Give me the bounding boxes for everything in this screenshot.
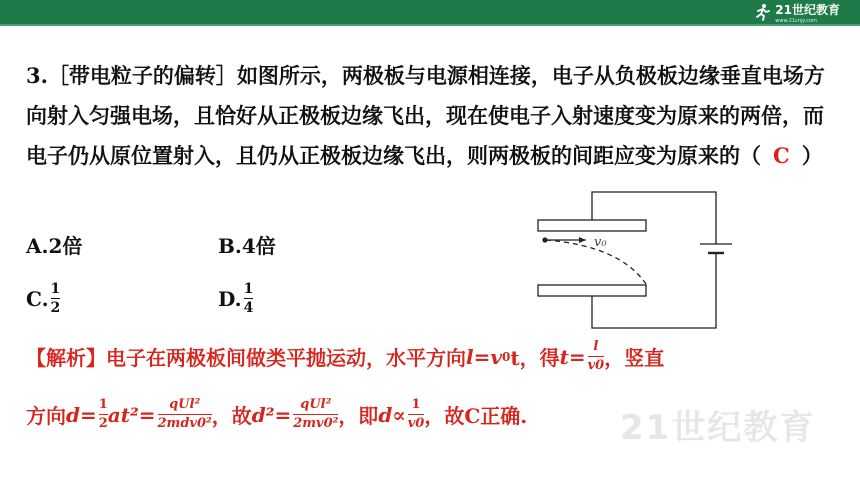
question-tag: ［带电粒子的偏转］ bbox=[47, 63, 237, 88]
fraction-num: 1 bbox=[98, 397, 108, 412]
runner-logo-icon bbox=[753, 3, 771, 21]
logo-url: www.21cnjy.com bbox=[775, 17, 817, 24]
capacitor-circuit-diagram bbox=[530, 186, 750, 336]
option-c-num: 1 bbox=[50, 281, 61, 297]
fraction-num: qUl² bbox=[169, 397, 201, 412]
top-plate bbox=[538, 220, 646, 231]
fraction-den: 2mdv0² bbox=[157, 416, 212, 431]
solution-line-2 bbox=[26, 398, 527, 431]
fraction-num: l bbox=[593, 339, 599, 354]
top-wire bbox=[592, 192, 716, 244]
option-b: B.4倍 bbox=[218, 234, 276, 258]
option-c-den: 2 bbox=[50, 300, 61, 316]
solution-text: ，即 bbox=[338, 404, 379, 428]
solution-text: ，故C正确. bbox=[424, 404, 528, 428]
fraction-half bbox=[99, 398, 108, 431]
option-d-fraction bbox=[244, 282, 254, 315]
option-c-fraction bbox=[51, 282, 61, 315]
bottom-plate bbox=[538, 285, 646, 296]
subscript: 0 bbox=[501, 349, 511, 364]
equation-proportional: d∝ bbox=[378, 402, 406, 427]
fraction-qul2-2mdv02 bbox=[158, 398, 212, 431]
fraction-den: 2mv0² bbox=[293, 416, 339, 431]
watermark: 21世纪教育 bbox=[620, 408, 816, 448]
solution-text: ，竖直 bbox=[604, 346, 665, 370]
option-d-den: 4 bbox=[243, 300, 254, 316]
equation-t: t= bbox=[559, 344, 586, 369]
solution-line-1 bbox=[26, 340, 664, 373]
solution-text: ，故 bbox=[211, 404, 252, 428]
fraction-l-over-v0 bbox=[588, 340, 605, 373]
equation-l: l=v bbox=[466, 344, 502, 369]
solution-text: 电子在两极板间做类平抛运动，水平方向 bbox=[106, 346, 466, 370]
option-c bbox=[26, 282, 60, 315]
fraction-den: v0 bbox=[407, 416, 425, 431]
fraction-num: qUl² bbox=[300, 397, 332, 412]
bottom-wire bbox=[592, 260, 716, 328]
question-close: ） bbox=[801, 143, 823, 168]
fraction-qul2-2mv02 bbox=[293, 398, 338, 431]
equation-at2: at²= bbox=[107, 402, 156, 427]
option-d-label: D. bbox=[218, 286, 242, 311]
option-d-num: 1 bbox=[243, 281, 254, 297]
electron-dot bbox=[542, 237, 547, 242]
answer-letter: C bbox=[773, 143, 790, 168]
equation-d2: d²= bbox=[251, 402, 292, 427]
fraction-1-over-v0 bbox=[408, 398, 425, 431]
option-a: A.2倍 bbox=[26, 234, 83, 258]
header-bar bbox=[0, 0, 860, 24]
fraction-den: v0 bbox=[587, 358, 605, 373]
solution-text: t，得 bbox=[510, 346, 560, 370]
fraction-den: 2 bbox=[98, 416, 108, 431]
logo-text: 21世纪教育 bbox=[775, 2, 840, 17]
fraction-num: 1 bbox=[411, 397, 421, 412]
solution-text: 方向 bbox=[26, 404, 66, 428]
question-stem: 如图所示，两极板与电源相连接，电子从负极板边缘垂直电场方向射入匀强电场，且恰好从正极板边缘飞出，现在使电子入射速度变为原来的两倍，而电子仍从原位置射入，且仍从正极板边缘飞出，则两极板的间距应变为原来的（ bbox=[26, 63, 825, 168]
brand-logo bbox=[753, 2, 840, 22]
velocity-label: v₀ bbox=[594, 235, 607, 250]
equation-d: d= bbox=[66, 402, 97, 427]
solution-tag: 【解析】 bbox=[26, 346, 106, 370]
option-d bbox=[218, 282, 253, 315]
header-divider bbox=[0, 24, 860, 26]
question-text bbox=[26, 56, 836, 176]
option-c-label: C. bbox=[26, 286, 49, 311]
question-number: 3. bbox=[26, 63, 48, 88]
